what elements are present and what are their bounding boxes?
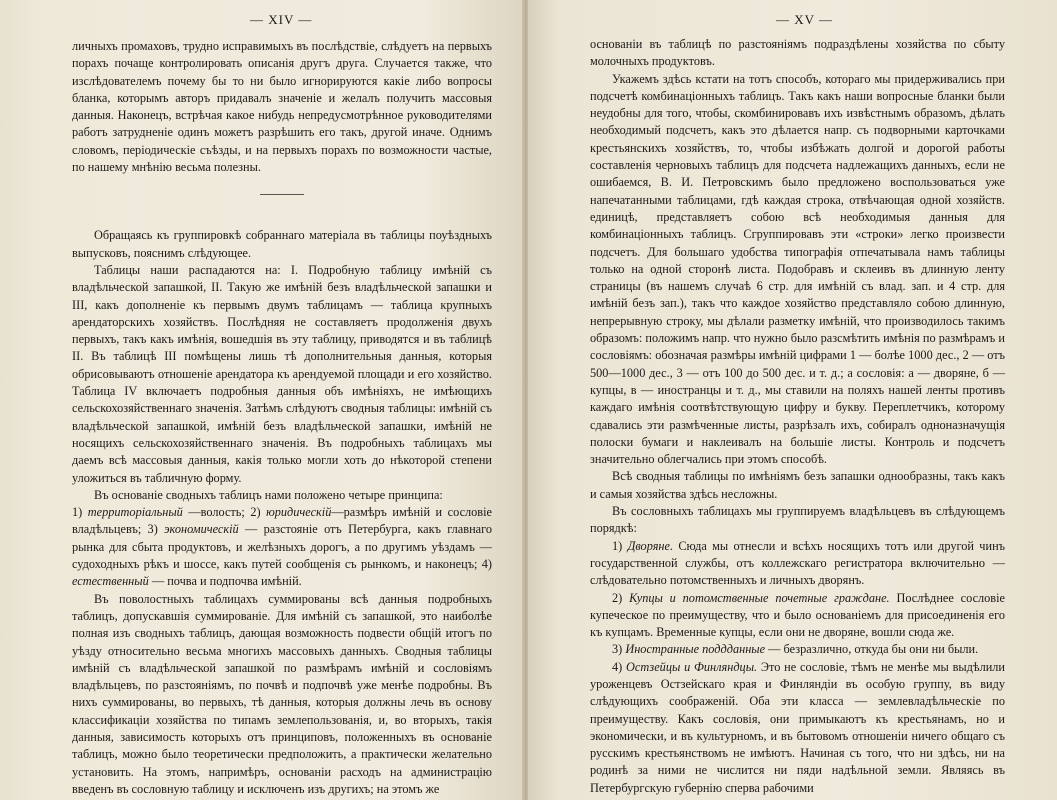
paragraph: Въ сословныхъ таблицахъ мы группируемъ владѣльцевъ въ слѣдующемъ порядкѣ: — [590, 504, 1005, 536]
left-page-text — [72, 38, 492, 798]
class-term: Дворяне. — [627, 538, 674, 553]
paragraph: Таблицы наши распадаются на: I. Подробную таблицу имѣній съ владѣльческой запашкой, II. Такую же имѣній безъ владѣльческой запашки и III, какъ дополненіе къ первымъ двумъ таблицамъ — таблица крупныхъ арендаторскихъ хозяйствъ. Послѣдняя не составляетъ продолженія двухъ первыхъ, такъ какъ имѣнія, вошедшія въ эту таблицу, приводятся и въ таблицѣ II. Въ таблицѣ III помѣщены лишь тѣ дополнительныя данныя, которыя обрисовываютъ отношеніе арендатора къ арендуемой площади и его хозяйство. Таблица IV включаетъ подробныя данныя объ имѣніяхъ, не имѣющихъ сельскохозяйственнаго значенія. Затѣмъ слѣдуютъ сводныя таблицы: имѣній съ владѣльческой запашкой, имѣній безъ владѣльческой запашки, имѣній не носящихъ сельскохозяйственнаго значенія. Въ подробныхъ таблицахъ мы даемъ всѣ массовыя данныя, какія только могли хоть до нѣкоторой степени уложиться въ табличную форму. — [72, 262, 492, 485]
class-desc: Послѣднее сословіе купеческое по преимуществу, что и было основаніемъ для присоединенія его къ купцамъ. Временные купцы, если они не дворяне, вошли сюда же. — [590, 590, 1005, 640]
principle-desc: — почва и подпочва имѣній. — [151, 574, 302, 589]
class-term: Купцы и потомственные почетные граждане. — [629, 590, 890, 605]
class-item — [590, 538, 1005, 590]
class-number: 3) — [612, 642, 623, 657]
class-desc: — безразлично, откуда бы они ни были. — [768, 642, 979, 657]
paragraph: Всѣ сводныя таблицы по имѣніямъ безъ запашки однообразны, такъ какъ и самыя хозяйства здѣсь несложны. — [590, 469, 1005, 501]
paragraph: Въ основаніе сводныхъ таблицъ нами положено четыре принципа: — [94, 487, 443, 502]
class-desc: Сюда мы отнесли и всѣхъ носящихъ тотъ или другой чинъ государственной службы, отъ коллежскаго регистратора включительно — слѣдовательно потомственныхъ и личныхъ дворянъ. — [590, 538, 1006, 588]
principle-desc: —размѣръ имѣній и сословіе владѣльцевъ; — [72, 505, 492, 537]
page-number-right: — XV — — [776, 12, 834, 27]
paragraph: Обращаясь къ группировкѣ собраннаго матеріала въ таблицы поуѣздныхъ выпусковъ, пояснимъ слѣдующее. — [72, 228, 492, 260]
principle-number: 3) — [147, 522, 158, 537]
principle-term: территоріальный — [87, 505, 183, 520]
principle-number: 4) — [481, 557, 492, 572]
class-item — [590, 641, 1005, 658]
class-number: 2) — [612, 590, 623, 605]
left-page — [0, 0, 525, 800]
paragraph: основаніи въ таблицѣ по разстояніямъ подраздѣлены хозяйства по сбыту молочныхъ продуктовъ. — [590, 37, 1005, 69]
paragraph: личныхъ промаховъ, трудно исправимыхъ въ послѣдствіе, слѣдуетъ на первыхъ порахъ почаще контролировать описанія другъ друга. Случается также, что изслѣдователемъ почему бы то ни было игнорируются какіе либо вопросы бланка, которымъ авторъ придавалъ значеніе и желалъ получить массовыя данныя. Наконецъ, встрѣчая какое нибудь непредусмотрѣнное руководителями работъ затрудненіе одинъ можетъ разрѣшить его такъ, другой иначе. Однимъ словомъ, періодическіе съѣзды, и на первыхъ порахъ по возможности частые, по нашему мнѣнію весьма полезны. — [72, 39, 492, 175]
right-page-text — [590, 36, 1005, 797]
class-number: 4) — [612, 659, 623, 674]
class-item — [590, 659, 1005, 797]
class-number: 1) — [612, 538, 623, 553]
paragraph: Въ поволостныхъ таблицахъ суммированы всѣ данныя подробныхъ таблицъ, допускавшія суммированіе. Для имѣній съ запашкой, это наиболѣе полная изъ сводныхъ таблицъ, дающая возможность подвести общій итогъ по уѣзду относительно весьма многихъ массовыхъ данныхъ. Сводныя таблицы имѣній съ владѣльческой запашкой по размѣрамъ имѣній и сословіямъ владѣльцевъ, по разстояніямъ, по почвѣ и подпочвѣ уже менѣе подробны. Въ нихъ суммированы, во первыхъ, тѣ данныя, которыя должны лечь въ основу классификаціи хозяйства по типамъ землепользованія, и, во вторыхъ, такія данныя, зависимость которыхъ отъ принциповъ, положенныхъ въ основаніе таблицъ, можно было теоретически предположить, а практически желательно установить. На этомъ, напримѣръ, основаніи расходъ на администрацію введенъ въ сословную таблицу и исключенъ изъ другихъ; на этомъ же — [72, 591, 492, 796]
paragraph: Укажемъ здѣсь кстати на тотъ способъ, котораго мы придерживались при подсчетѣ комбинаціонныхъ таблицъ. Такъ какъ наши вопросные бланки были неудобны для того, чтобы, скомбинировавъ ихъ извѣстнымъ образомъ, дѣлать необходимый подсчетъ, какъ это дѣлается напр. съ подворными карточками крестьянскихъ хозяйствъ, то, чтобы избѣжать долгой и дорогой работы составленія черновыхъ таблицъ для подсчета надлежащихъ данныхъ, если не ошибаемся, В. И. Петровскимъ было предложено воспользоваться уже напечатанными таблицами, гдѣ каждая строка, отвѣчающая одной хозяйств. единицѣ, представляетъ собою всѣ необходимыя данныя для комбинаціонныхъ таблицъ. Сгруппировавъ эти «строки» легко произвести подсчетъ. Для большаго удобства типографія отпечатывала намъ таблицы только на одной сторонѣ листа. Подобравъ и склеивъ въ длинную ленту страницы (въ нашемъ случаѣ 6 стр. для имѣній съ влад. зап. и 4 стр. для имѣній безъ зап.), такъ что каждое хозяйство представляло собою длинную, непрерывную строку, мы дѣлали разметку имѣній, что производилось такимъ образомъ: положимъ напр. что нужно было разсмѣтить имѣнія по размѣрамъ и сословіямъ: обозначая размѣры имѣній цифрами 1 — болѣе 1000 дес., 2 — отъ 500—1000 дес., 3 — отъ 100 до 500 дес. и т. д.; а сословія: а — дворяне, б — купцы, в — иностранцы и т. д., мы ставили на поляхъ нашей ленты противъ каждаго имѣнія соотвѣтствующую цифру и букву. Переплетчикъ, которому сдавались эти размѣченные листы, разрѣзалъ ихъ, собиралъ одноназначущія полоски бумаги и наклеивалъ на большіе листы. Контроль и подсчетъ значительно облегчались при этомъ способѣ. — [590, 71, 1005, 467]
right-page — [528, 0, 1057, 800]
principle-term: естественный — [72, 574, 149, 589]
section-divider — [260, 194, 304, 195]
class-desc: Это не сословіе, тѣмъ не менѣе мы выдѣлили уроженцевъ Остзейскаго края и Финляндіи въ особую группу, въ виду слѣдующихъ соображеній. Оба эти класса — землевладѣльческіе по преимуществу. Какъ сословія, они примыкаютъ къ крестьянамъ, но и экономически, и въ культурномъ, и въ бытовомъ отношеніи ничего общаго съ русскимъ крестьянствомъ не имѣютъ. Начиная съ того, что ни здѣсь, ни на родинѣ за ними не числится ни пяди надѣльной земли. Являясь въ Петербургскую губернію сперва рабочими — [590, 659, 1005, 795]
principles-paragraph — [72, 504, 492, 590]
principle-number: 1) — [72, 505, 83, 520]
principle-desc: —волость; — [188, 505, 245, 520]
principle-term: экономическій — [164, 522, 239, 537]
principle-desc: — разстояніе отъ Петербурга, какъ главнаго рынка для сбыта продуктовъ, и желѣзныхъ дорогъ, а по другимъ уѣздамъ — судоходныхъ рѣкъ и шоссе, какъ путей сообщенія съ рынкомъ, и наконецъ; — [72, 522, 493, 572]
class-term: Остзейцы и Финляндцы. — [626, 659, 758, 674]
page-number-left: — XIV — — [250, 12, 313, 27]
class-term: Иностранные поддданные — [625, 642, 766, 657]
principle-term: юридическій — [266, 505, 332, 520]
principle-number: 2) — [250, 505, 261, 520]
class-item — [590, 590, 1005, 642]
